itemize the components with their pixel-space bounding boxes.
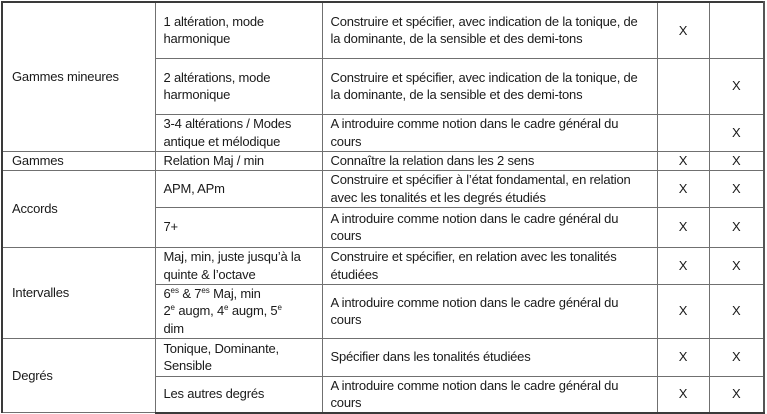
item-cell: Les autres degrés <box>155 376 322 413</box>
level1-mark: X <box>657 284 709 338</box>
item-text: dim <box>163 320 184 336</box>
level1-mark: X <box>657 338 709 376</box>
level1-mark: X <box>657 2 709 58</box>
item-text: 6 <box>163 285 171 301</box>
description-cell: Construire et spécifier, avec indication de la tonique, de la dominante, de la sensible et des demi-tons <box>322 2 657 58</box>
description-cell: A introduire comme notion dans le cadre général du cours <box>322 284 657 338</box>
level1-mark: X <box>657 151 709 170</box>
description-cell: Construire et spécifier à l’état fondamental, en relation avec les tonalités et les degrés étudiés <box>322 170 657 207</box>
description-cell: Construire et spécifier, en relation avec les tonalités étudiées <box>322 247 657 284</box>
item-text: augm, 5 <box>228 303 278 319</box>
item-cell: Relation Maj / min <box>155 151 322 170</box>
item-cell: Maj, min, juste jusqu’à la quinte & l’octave <box>155 247 322 284</box>
item-cell: Tonique, Dominante, Sensible <box>155 338 322 376</box>
level1-mark: X <box>657 207 709 247</box>
category-cell: Gammes mineures <box>2 2 155 151</box>
level1-mark: X <box>657 170 709 207</box>
item-cell: 2 altérations, mode harmonique <box>155 58 322 114</box>
curriculum-table <box>1 1 765 414</box>
item-text: augm, 4 <box>174 303 224 319</box>
level2-mark <box>709 2 764 58</box>
level2-mark: X <box>709 376 764 413</box>
level2-mark: X <box>709 114 764 151</box>
category-cell: Intervalles <box>2 247 155 338</box>
level2-mark: X <box>709 284 764 338</box>
category-cell: Degrés <box>2 338 155 413</box>
item-text: 2 <box>163 303 171 319</box>
item-cell <box>155 284 322 338</box>
description-cell: Spécifier dans les tonalités étudiées <box>322 338 657 376</box>
level2-mark: X <box>709 207 764 247</box>
table-row <box>2 338 764 376</box>
item-cell: APM, APm <box>155 170 322 207</box>
table-row <box>2 247 764 284</box>
item-text: & 7 <box>178 285 202 301</box>
item-text: Maj, min <box>209 285 261 301</box>
item-cell: 1 altération, mode harmonique <box>155 2 322 58</box>
superscript: es <box>170 285 179 295</box>
description-cell: A introduire comme notion dans le cadre général du cours <box>322 376 657 413</box>
level1-mark <box>657 58 709 114</box>
table-row <box>2 2 764 58</box>
level1-mark <box>657 114 709 151</box>
table-row <box>2 151 764 170</box>
level2-mark: X <box>709 338 764 376</box>
superscript: es <box>201 285 210 295</box>
category-cell: Gammes <box>2 151 155 170</box>
item-cell: 3-4 altérations / Modes antique et mélodique <box>155 114 322 151</box>
superscript: e <box>223 303 229 313</box>
superscript: e <box>277 303 282 313</box>
level2-mark: X <box>709 151 764 170</box>
level2-mark: X <box>709 170 764 207</box>
description-cell: Connaître la relation dans les 2 sens <box>322 151 657 170</box>
category-cell: Accords <box>2 170 155 247</box>
description-cell: A introduire comme notion dans le cadre général du cours <box>322 114 657 151</box>
superscript: e <box>170 303 175 313</box>
item-cell: 7+ <box>155 207 322 247</box>
description-cell: Construire et spécifier, avec indication de la tonique, de la dominante, de la sensible et des demi-tons <box>322 58 657 114</box>
table-row <box>2 170 764 207</box>
level1-mark: X <box>657 247 709 284</box>
level1-mark: X <box>657 376 709 413</box>
description-cell: A introduire comme notion dans le cadre général du cours <box>322 207 657 247</box>
level2-mark: X <box>709 58 764 114</box>
level2-mark: X <box>709 247 764 284</box>
